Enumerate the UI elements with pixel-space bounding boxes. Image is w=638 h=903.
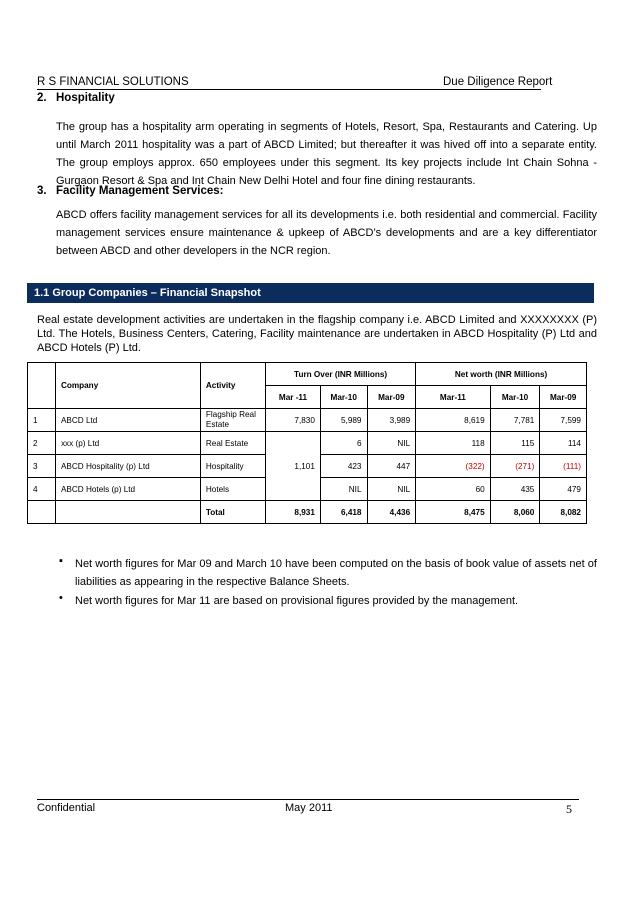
page-number: 5 [566, 802, 572, 816]
snapshot-paragraph: Real estate development activities are undertaken in the flagship company i.e. ABCD Limited and XXXXXXXX (P) Ltd. The Hotels, Business Centers, Catering, Facility maintenance are undertaken in ABCD Hospitality (P) Ltd and ABCD Hotels (P) Ltd. [37, 314, 597, 354]
total-nw-mar11: 8,475 [416, 501, 491, 524]
row-activity: Flagship Real Estate [200, 409, 265, 432]
row-to-mar11: 7,830 [266, 409, 321, 432]
row-nw-mar11: 8,619 [416, 409, 491, 432]
row-nw-mar11: 60 [416, 478, 491, 501]
header-report-title: Due Diligence Report [443, 76, 553, 88]
row-nw-mar09: 7,599 [540, 409, 587, 432]
row-number: 1 [28, 409, 56, 432]
header-nw-mar11: Mar-11 [416, 386, 491, 409]
row-to-mar10: 423 [320, 455, 367, 478]
section-band [27, 283, 594, 303]
bullet-icon: ▪ [59, 555, 63, 567]
footer-date: May 2011 [285, 802, 333, 814]
row-to-mar09: 3,989 [367, 409, 416, 432]
table-row [28, 409, 587, 432]
header-cell-turnover: Turn Over (INR Millions) [266, 363, 416, 386]
total-to-mar09: 4,436 [367, 501, 416, 524]
total-empty-no [28, 501, 56, 524]
row-nw-mar09: 479 [540, 478, 587, 501]
row-activity: Hospitality [200, 455, 265, 478]
header-cell-networth: Net worth (INR Millions) [416, 363, 587, 386]
row-nw-mar10: 435 [490, 478, 540, 501]
table-header-row [28, 363, 587, 386]
row-activity: Real Estate [200, 432, 265, 455]
row-to-mar09: NIL [367, 432, 416, 455]
row-to-mar10: 5,989 [320, 409, 367, 432]
header-to-mar09: Mar-09 [367, 386, 416, 409]
section-3-number: 3. [37, 185, 47, 197]
row-to-mar10: 6 [320, 432, 367, 455]
total-label: Total [200, 501, 265, 524]
header-to-mar11: Mar -11 [266, 386, 321, 409]
row-nw-mar10: 7,781 [490, 409, 540, 432]
table-row [28, 432, 587, 455]
header-cell-company: Company [55, 363, 200, 409]
total-to-mar11: 8,931 [266, 501, 321, 524]
header-to-mar10: Mar-10 [320, 386, 367, 409]
section-2-paragraph: The group has a hospitality arm operating in segments of Hotels, Resort, Spa, Restaurants and Catering. Up until March 2011 hospitality was a part of ABCD Limited; but thereafter it was hived off into a separate entity. The group employs approx. 650 employees under this segment. Its key projects include Int Chain Sohna - Gurgaon Resort & Spa and Int Chain New Delhi Hotel and four fine dining restaurants. [56, 121, 597, 187]
footer-confidential: Confidential [37, 802, 96, 814]
row-nw-mar09: 114 [540, 432, 587, 455]
total-empty-company [55, 501, 200, 524]
financial-snapshot-table [27, 362, 587, 524]
total-nw-mar09: 8,082 [540, 501, 587, 524]
bullet-item-1: Net worth figures for Mar 09 and March 10 have been computed on the basis of book value of assets net of liabilities as appearing in the respective Balance Sheets. [75, 558, 597, 588]
header-nw-mar10: Mar-10 [490, 386, 540, 409]
section-2-title: Hospitality [56, 92, 115, 104]
row-number: 2 [28, 432, 56, 455]
total-nw-mar10: 8,060 [490, 501, 540, 524]
row-number: 4 [28, 478, 56, 501]
section-3-title: Facility Management Services: [56, 185, 224, 197]
row-nw-mar11: 118 [416, 432, 491, 455]
snapshot-heading: 1.1 Group Companies – Financial Snapshot [34, 287, 261, 299]
header-divider [37, 89, 541, 90]
bullet-item-2: Net worth figures for Mar 11 are based on provisional figures provided by the management. [75, 595, 519, 607]
header-cell-activity: Activity [200, 363, 265, 409]
footer-divider [37, 799, 579, 800]
row-nw-mar09: (111) [540, 455, 587, 478]
row-activity: Hotels [200, 478, 265, 501]
header-cell-no [28, 363, 56, 409]
row-to-mar09: 447 [367, 455, 416, 478]
total-to-mar10: 6,418 [320, 501, 367, 524]
section-2-number: 2. [37, 92, 47, 104]
row-company: xxx (p) Ltd [55, 432, 200, 455]
row-company: ABCD Ltd [55, 409, 200, 432]
table-total-row [28, 501, 587, 524]
bullet-icon: • [59, 592, 63, 604]
row-nw-mar10: 115 [490, 432, 540, 455]
row-to-mar09: NIL [367, 478, 416, 501]
section-3-paragraph: ABCD offers facility management services for all its developments i.e. both residential and commercial. Facility management services ensure maintenance & upkeep of ABCD’s developments and are a key differentiator between ABCD and other developers in the NCR region. [56, 209, 597, 257]
row-nw-mar10: (271) [490, 455, 540, 478]
row-number: 3 [28, 455, 56, 478]
row-to-mar11-merged: 1,101 [266, 432, 321, 501]
row-nw-mar11: (322) [416, 455, 491, 478]
row-company: ABCD Hotels (p) Ltd [55, 478, 200, 501]
row-company: ABCD Hospitality (p) Ltd [55, 455, 200, 478]
header-company: R S FINANCIAL SOLUTIONS [37, 76, 189, 88]
header-nw-mar09: Mar-09 [540, 386, 587, 409]
row-to-mar10: NIL [320, 478, 367, 501]
